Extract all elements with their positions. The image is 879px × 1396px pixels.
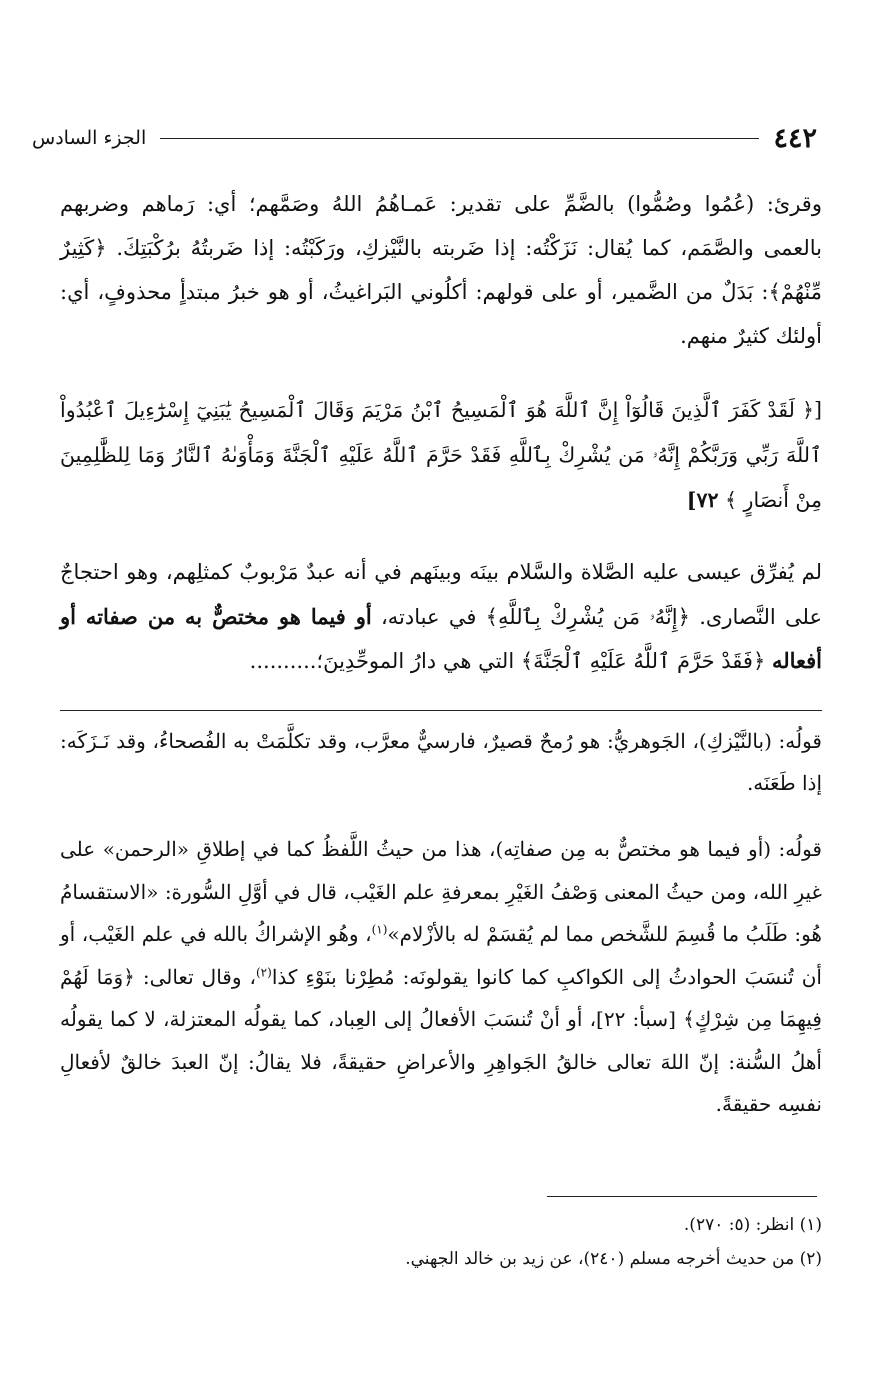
gloss-note-1-text: قولُه: (بالنَّيْزكِ)، الجَوهريُّ: هو رُمحٌ قصيرٌ، فارسيٌّ معرَّب، وقد تكلَّمَتْ به الفُصحاءُ، وقد نَـزَكَه: إذا طَعَنَه.	[60, 729, 822, 795]
header-rule	[160, 138, 759, 139]
page-number: ٤٤٢	[773, 122, 817, 154]
section-divider	[60, 710, 822, 711]
footnote-2: (٢) من حديث أخرجه مسلم (٢٤٠)، عن زيد بن خالد الجهني.	[405, 1249, 822, 1269]
verse-number: ٧٢]	[686, 488, 719, 512]
commentary-2-bold: أو فيما هو مختصٌّ به من صفاته أو أفعاله	[60, 603, 822, 673]
footnote-ref-1: (١)	[371, 922, 388, 937]
footnote-divider	[547, 1196, 817, 1197]
verse-text: [﴿ لَقَدْ كَفَرَ ٱلَّذِينَ قَالُوٓاْ إِنَّ ٱللَّهَ هُوَ ٱلْمَسِيحُ ٱبْنُ مَرْيَمَ وَقَالَ ٱلْمَسِيحُ يَٰبَنِيٓ إِسْرَٰٓءِيلَ ٱعْبُدُواْ ٱللَّهَ رَبِّي وَرَبَّكُمْ إِنَّهُۥ مَن يُشْرِكْ بِٱللَّهِ فَقَدْ حَرَّمَ ٱللَّهُ عَلَيْهِ ٱلْجَنَّةَ وَمَأْوَىٰهُ ٱلنَّارُ وَمَا لِلظَّٰلِمِينَ مِنْ أَنصَارٍ ﴾	[60, 398, 822, 512]
running-header	[32, 118, 817, 158]
footnote-ref-2: (٢)	[255, 964, 272, 979]
gloss-note-2	[60, 828, 822, 1126]
commentary-2-line	[60, 550, 822, 684]
commentary-text: وقرئ: (عُمُوا وصُمُّوا) بالضَّمِّ على تقدير: عَمـاهُمُ اللهُ وصَمَّهم؛ أي: رَماهم وضربهم بالعمى والصَّمَم، كما يُقال: نَزَكْتُه: إذا ضَربته بالنَّيْزكِ، ورَكَبْتُه: إذا ضَربتُهُ برُكْبَتِكَ. ﴿كَثِيرٌ مِّنْهُمْ﴾: بَدَلٌ من الضَّمير، أو على قولهم: أكلُوني البَراغيثُ، أو هو خبرُ مبتدأٍ محذوفٍ، أي: أولئك كثيرٌ منهم.	[60, 192, 822, 348]
commentary-paragraph-2	[60, 550, 822, 684]
commentary-2-part2: ﴿فَقَدْ حَرَّمَ ٱللَّهُ عَلَيْهِ ٱلْجَنَّةَ﴾ التي هي دارُ الموحِّدِينَ؛..........	[249, 649, 772, 673]
gloss-note-2-b: ، وهُو الإشراكُ بالله في علم الغَيْب، أو أن تُنسَبَ الحوادثُ إلى الكواكبِ كما كانوا يقولونَه: مُطِرْنا بنَوْءِ كذا	[60, 922, 822, 989]
footnote-1: (١) انظر: (٥: ٢٧٠).	[683, 1215, 822, 1235]
footnotes	[60, 1208, 822, 1276]
gloss-note-2-a: قولُه: (أو فيما هو مختصٌّ به مِن صفاتِه)، هذا من حيثُ اللَّفظُ كما في إطلاقِ «الرحمن» على غيرِ الله، ومن حيثُ المعنى وَصْفُ الغَيْرِ بمعرفةِ علم الغَيْب، قال في أوَّلِ السُّورة: «الاستقسامُ هُو: طَلَبُ ما قُسِمَ للشَّخص مما لم يُقسَمْ له بالأزْلام»	[60, 837, 822, 946]
verse-line	[60, 388, 822, 523]
commentary-paragraph	[60, 182, 822, 358]
quran-verse	[60, 388, 822, 523]
gloss-note-2-line	[60, 828, 822, 1126]
commentary-2-part1: لم يُفرِّق عيسى عليه الصَّلاة والسَّلام بينَه وبينَهم في أنه عبدٌ مَرْبوبٌ كمثلِهم، وهو احتجاجٌ على النَّصارى. ﴿إِنَّهُۥ مَن يُشْرِكْ بِٱللَّهِ﴾ في عبادته،	[60, 560, 822, 629]
part-title: الجزء السادس	[32, 127, 147, 149]
gloss-note-1	[60, 720, 822, 804]
gloss-note-2-c: ، وقال تعالى: ﴿وَمَا لَهُمْ فِيهِمَا مِن شِرْكٍ﴾ [سبأ: ٢٢]، أو أنْ تُنسَبَ الأفعالُ إلى العِباد، كما يقولُه المعتزلة، لا كما يقولُه أهلُ السُّنة: إنّ اللهَ تعالى خالقُ الجَواهِرِ والأعراضِ حقيقةً، فلا يقالُ: إنّ العبدَ خالقٌ لأفعالِ نفسِه حقيقةً.	[60, 964, 822, 1116]
